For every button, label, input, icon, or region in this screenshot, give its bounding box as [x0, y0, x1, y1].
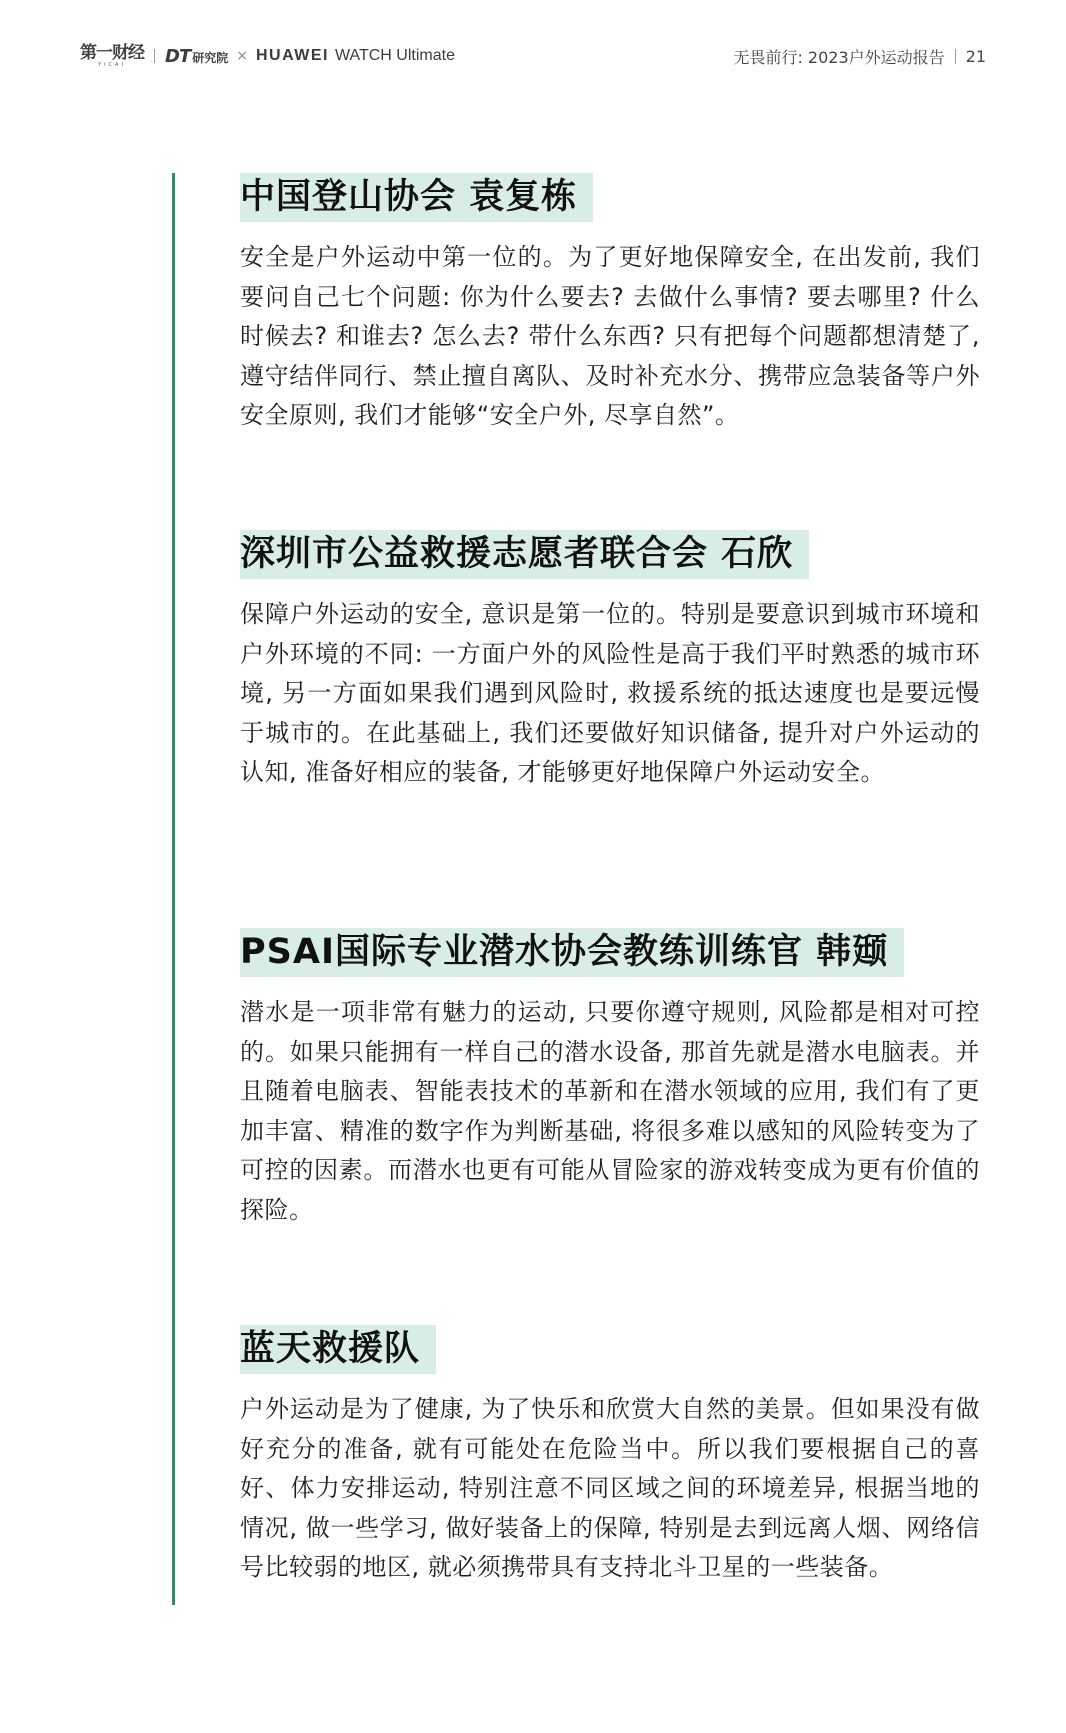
- section-body: 潜水是一项非常有魅力的运动, 只要你遵守规则, 风险都是相对可控的。如果只能拥有一样自己的潜水设备, 那首先就是潜水电脑表。并且随着电脑表、智能表技术的革新和在潜水领域的应用, 我们有了更加丰富、精准的数字作为判断基础, 将很多难以感知的风险转变为了可控的因素。而潜水也更有可能从冒险家的游戏转变成为更有价值的探险。: [240, 998, 980, 1224]
- report-title: 无畏前行: 2023户外运动报告: [733, 47, 945, 67]
- huawei-product-text: WATCH Ultimate: [334, 47, 455, 64]
- section-title-highlight: [240, 928, 904, 977]
- page-number: 21: [965, 46, 986, 66]
- collaboration-x-icon: ×: [236, 48, 248, 64]
- quote-section: [240, 173, 980, 436]
- dt-logo-mark: DT: [165, 45, 191, 67]
- accent-line: [172, 173, 175, 1605]
- dt-research-logo: [165, 46, 228, 67]
- section-title: 蓝天救援队: [240, 1329, 421, 1369]
- yicai-logo: [80, 42, 144, 68]
- page-header: [80, 40, 986, 72]
- section-title-highlight: [240, 173, 593, 222]
- section-title-highlight: [240, 1325, 436, 1374]
- header-logos: [80, 42, 455, 68]
- section-body: 安全是户外运动中第一位的。为了更好地保障安全, 在出发前, 我们要问自己七个问题: 你为什么要去? 去做什么事情? 要去哪里? 什么时候去? 和谁去? 怎么去? 带什么东西? 只有把每个问题都想清楚了, 遵守结伴同行、禁止擅自离队、及时补充水分、携带应急装备等户外安全原则, 我们才能够“安全户外, 尽享自然”。: [240, 243, 980, 429]
- huawei-brand-text: HUAWEI: [255, 47, 329, 64]
- section-title: 深圳市公益救援志愿者联合会 石欣: [240, 534, 794, 574]
- dt-logo-text: 研究院: [192, 50, 229, 65]
- quote-section: [240, 1325, 980, 1588]
- header-divider: [154, 49, 155, 63]
- quote-section: [240, 530, 980, 793]
- header-report-info: [733, 45, 986, 68]
- huawei-logo: [256, 47, 455, 65]
- section-body: 户外运动是为了健康, 为了快乐和欣赏大自然的美景。但如果没有做好充分的准备, 就有可能处在危险当中。所以我们要根据自己的喜好、体力安排运动, 特别注意不同区域之间的环境差异, 根据当地的情况, 做一些学习, 做好装备上的保障, 特别是去到远离人烟、网络信号比较弱的地区, 就必须携带具有支持北斗卫星的一些装备。: [240, 1395, 980, 1581]
- section-title: PSAI国际专业潜水协会教练训练官 韩颋: [240, 932, 889, 972]
- section-body: 保障户外运动的安全, 意识是第一位的。特别是要意识到城市环境和户外环境的不同: 一方面户外的风险性是高于我们平时熟悉的城市环境, 另一方面如果我们遇到风险时, 救援系统的抵达速度也是要远慢于城市的。在此基础上, 我们还要做好知识储备, 提升对户外运动的认知, 准备好相应的装备, 才能够更好地保障户外运动安全。: [240, 600, 980, 786]
- header-page-divider: [955, 49, 956, 64]
- yicai-logo-subtext: YICAI: [98, 61, 126, 68]
- quote-section: [240, 928, 980, 1230]
- section-title: 中国登山协会 袁复栋: [240, 177, 578, 217]
- yicai-logo-text: 第一财经: [80, 42, 144, 63]
- section-title-highlight: [240, 530, 809, 579]
